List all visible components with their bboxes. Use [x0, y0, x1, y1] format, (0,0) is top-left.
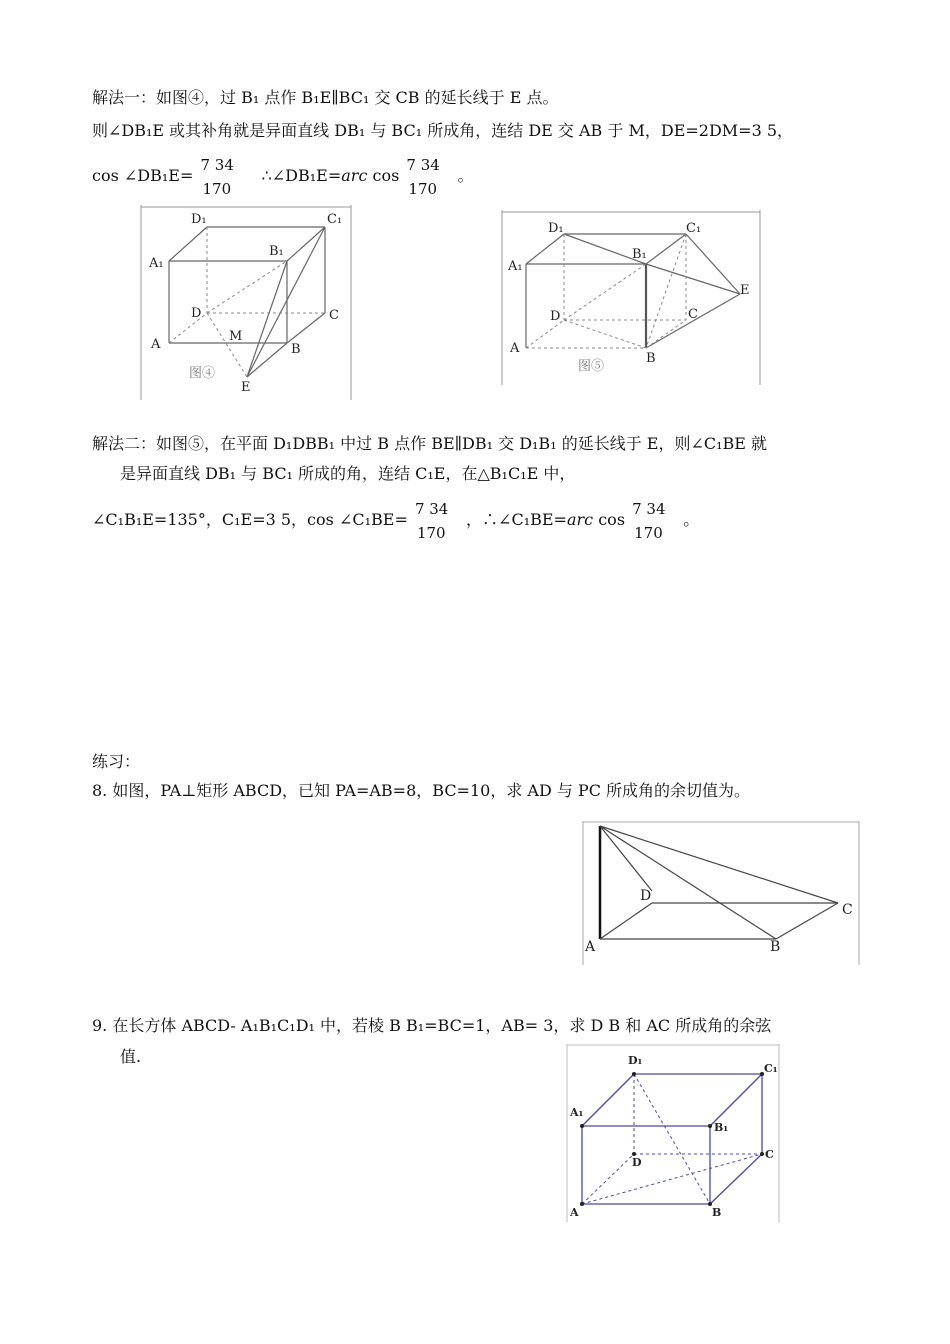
label-B: B	[291, 342, 301, 357]
frac-denominator: 170	[416, 523, 446, 542]
label-D: D	[191, 306, 202, 321]
label-A1: A₁	[508, 259, 523, 274]
end-mark: 。	[457, 166, 474, 185]
sol1-line2: 则∠DB₁E 或其补角就是异面直线 DB₁ 与 BC₁ 所成角，连结 DE 交 AB 于 M，DE=2DM=3 5，	[92, 121, 794, 140]
label-C: C	[329, 308, 339, 323]
label-C1: C₁	[764, 1062, 778, 1075]
label-D1: D₁	[548, 221, 564, 236]
sol1-fraction-1	[198, 155, 246, 198]
label-E: E	[740, 283, 750, 298]
label-M: M	[229, 329, 243, 344]
frac-denominator: 170	[634, 523, 663, 542]
sol2-fraction-1	[413, 499, 461, 542]
practice-title: 练习：	[92, 752, 141, 771]
figure-5-caption: 图⑤	[578, 359, 605, 374]
frac-numerator: 7 34	[414, 499, 449, 518]
label-B1: B₁	[714, 1121, 729, 1134]
arc-text: arc	[566, 510, 594, 529]
question-9-line1: 9. 在长方体 ABCD- A₁B₁C₁D₁ 中，若棱 B B₁=BC=1，AB= 3，求 D B 和 AC 所成角的余弦	[92, 1016, 772, 1035]
arc-text: arc	[341, 166, 368, 185]
sol1-line3	[92, 155, 474, 198]
label-C: C	[765, 1148, 774, 1161]
label-A1: A₁	[149, 256, 164, 271]
sol2-therefore: ，∴∠C₁BE=	[466, 510, 567, 529]
label-D: D	[550, 309, 561, 324]
sol1-cos-expr: cos ∠DB₁E=	[92, 166, 194, 185]
frac-numerator: 7 34	[200, 155, 234, 174]
label-D1: D₁	[628, 1054, 643, 1067]
figure-9	[566, 1044, 780, 1222]
figure-4-caption: 图④	[189, 366, 216, 381]
sol2-line1: 解法二：如图⑤，在平面 D₁DBB₁ 中过 B 点作 BE∥DB₁ 交 D₁B₁ 的延长线于 E，则∠C₁BE 就	[92, 434, 768, 453]
sol1-fraction-2	[404, 155, 452, 198]
label-D1: D₁	[191, 212, 207, 227]
sol1-therefore: ∴∠DB₁E=	[261, 166, 342, 185]
frac-denominator: 170	[408, 179, 438, 198]
figure-8	[582, 821, 860, 965]
label-A: A	[570, 1206, 579, 1219]
sol2-line3	[92, 499, 700, 542]
label-C: C	[842, 902, 853, 918]
sol2-line2: 是异面直线 DB₁ 与 BC₁ 所成的角，连结 C₁E，在△B₁C₁E 中，	[120, 464, 576, 483]
label-B: B	[770, 939, 781, 955]
frac-numerator: 7 34	[406, 155, 440, 174]
label-B: B	[646, 351, 656, 366]
question-8: 8. 如图，PA⊥矩形 ABCD，已知 PA=AB=8，BC=10，求 AD 与 PC 所成角的余切值为。	[92, 781, 751, 800]
figure-5	[500, 210, 762, 385]
label-C: C	[688, 307, 698, 322]
label-D: D	[640, 888, 652, 904]
cos-text: cos	[598, 510, 626, 529]
label-A: A	[510, 341, 520, 356]
label-B1: B₁	[632, 247, 647, 262]
label-A: A	[151, 337, 161, 352]
sol2-angle-text: ∠C₁B₁E=135°，C₁E=3 5，cos ∠C₁BE=	[92, 510, 408, 529]
cos-text: cos	[372, 166, 400, 185]
end-mark: 。	[683, 510, 700, 529]
label-C1: C₁	[327, 212, 343, 227]
sol2-fraction-2	[630, 499, 678, 542]
figure-4	[139, 205, 353, 400]
label-B1: B₁	[269, 244, 284, 259]
label-B: B	[712, 1206, 722, 1219]
label-E: E	[241, 380, 251, 395]
sol1-line1: 解法一：如图④，过 B₁ 点作 B₁E∥BC₁ 交 CB 的延长线于 E 点。	[92, 88, 559, 107]
frac-denominator: 170	[202, 179, 232, 198]
label-C1: C₁	[686, 221, 702, 236]
frac-numerator: 7 34	[632, 499, 666, 518]
label-A: A	[585, 939, 596, 955]
label-D: D	[632, 1156, 642, 1169]
label-A1: A₁	[570, 1106, 584, 1119]
question-9-line2: 值.	[120, 1047, 142, 1066]
